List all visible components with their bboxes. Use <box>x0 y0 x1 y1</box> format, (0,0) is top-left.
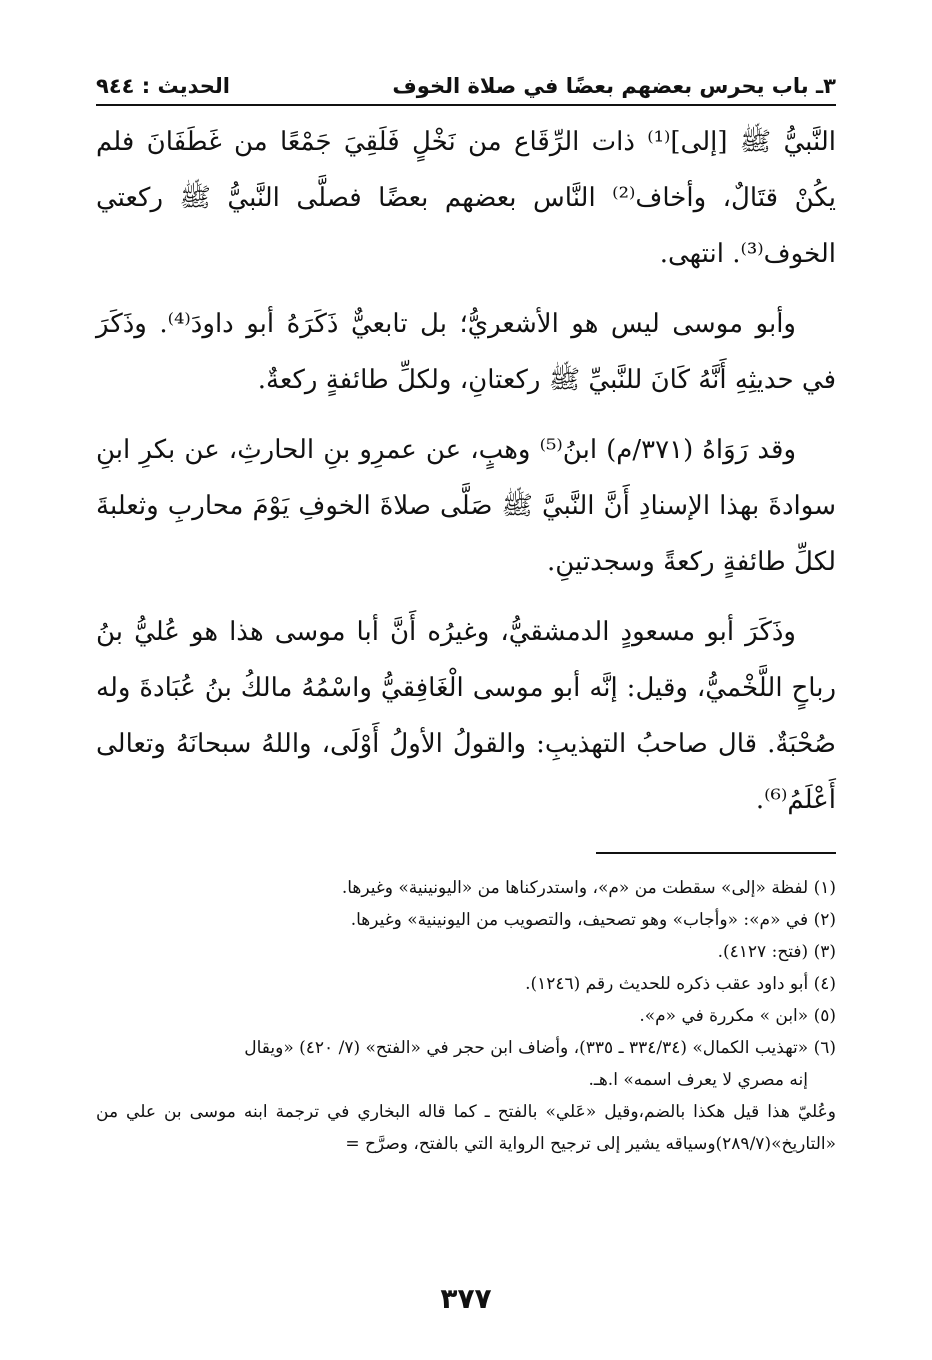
paragraph-2: وأبو موسى ليس هو الأشعريُّ؛ بل تابعيٌّ ذَكَرَهُ أبو داودَ⁽⁴⁾. وذَكَرَ في حديثِهِ أَنَّهُ كَانَ للنَّبيِّ ﷺ ركعتانِ، ولكلِّ طائفةٍ ركعةٌ. <box>96 309 836 395</box>
running-header <box>96 70 836 106</box>
footnote-6-continuation: إنه مصري لا يعرف اسمه» ا.هـ. <box>588 1070 808 1090</box>
main-text <box>96 114 836 842</box>
footnote-1: (١) لفظة «إلى» سقطت من «م»، واستدركناها من «اليونينية» وغيرها. <box>341 878 836 898</box>
footnote-5: (٥) «ابن » مكررة في «م». <box>639 1006 836 1026</box>
chapter-title: ٣ـ باب يحرس بعضهم بعضًا في صلاة الخوف <box>392 74 836 98</box>
paragraph-1: النَّبيُّ ﷺ [إلى]⁽¹⁾ ذات الرِّقَاع من نَخْلٍ فَلَقِيَ جَمْعًا من غَطَفَانَ فلم يكُنْ قتَالٌ، وأخاف⁽²⁾ النَّاس بعضهم بعضًا فصلَّى النَّبيُّ ﷺ ركعتي الخوف⁽³⁾. انتهى. <box>96 127 836 269</box>
paragraph-4: وذَكَرَ أبو مسعودٍ الدمشقيُّ، وغيرُه أَنَّ أبا موسى هذا هو عُليُّ بنُ رباحٍ اللَّخْميُّ، وقيل: إنَّه أبو موسى الْغَافِقيُّ واسْمُهُ مالكُ بنُ عُبَادةَ وله صُحْبَةٌ. قال صاحبُ التهذيبِ: والقولُ الأولُ أَوْلَى، واللهُ سبحانَهُ وتعالى أَعْلَمُ⁽⁶⁾. <box>96 617 836 815</box>
footnote-4: (٤) أبو داود عقب ذكره للحديث رقم (١٢٤٦). <box>525 974 836 994</box>
footnote-3: (٣) (فتح: ٤١٢٧). <box>717 942 836 962</box>
footnotes <box>96 872 836 1160</box>
page-number: ٣٧٧ <box>440 1282 492 1315</box>
footnote-6-note: وعُليّ هذا قيل هكذا بالضم،وقيل «عَلي» بالفتح ـ كما قاله البخاري في ترجمة ابنه موسى بن علي من «التاريخ»(٢٨٩/٧)وسياقه يشير إلى ترجيح الرواية التي بالفتح، وصرَّح = <box>96 1102 836 1154</box>
paragraph-3: وقد رَوَاهُ (٣٧١/م) ابنُ⁽⁵⁾ وهبٍ، عن عمرِو بنِ الحارثِ، عن بكرِ ابنِ سوادةَ بهذا الإسنادِ أَنَّ النَّبيَّ ﷺ صَلَّى صلاةَ الخوفِ يَوْمَ محاربِ وثعلبةَ لكلِّ طائفةٍ ركعةً وسجدتينِ. <box>96 435 836 577</box>
footnote-2: (٢) في «م»: «وأجاب» وهو تصحيف، والتصويب من اليونينية» وغيرها. <box>350 910 836 930</box>
footnote-6: (٦) «تهذيب الكمال» (٣٣٤/٣٤ ـ ٣٣٥)، وأضاف ابن حجر في «الفتح» (٧/ ٤٢٠) «ويقال <box>244 1038 836 1058</box>
footnote-divider <box>596 852 836 854</box>
hadith-number: الحديث : ٩٤٤ <box>96 74 230 98</box>
